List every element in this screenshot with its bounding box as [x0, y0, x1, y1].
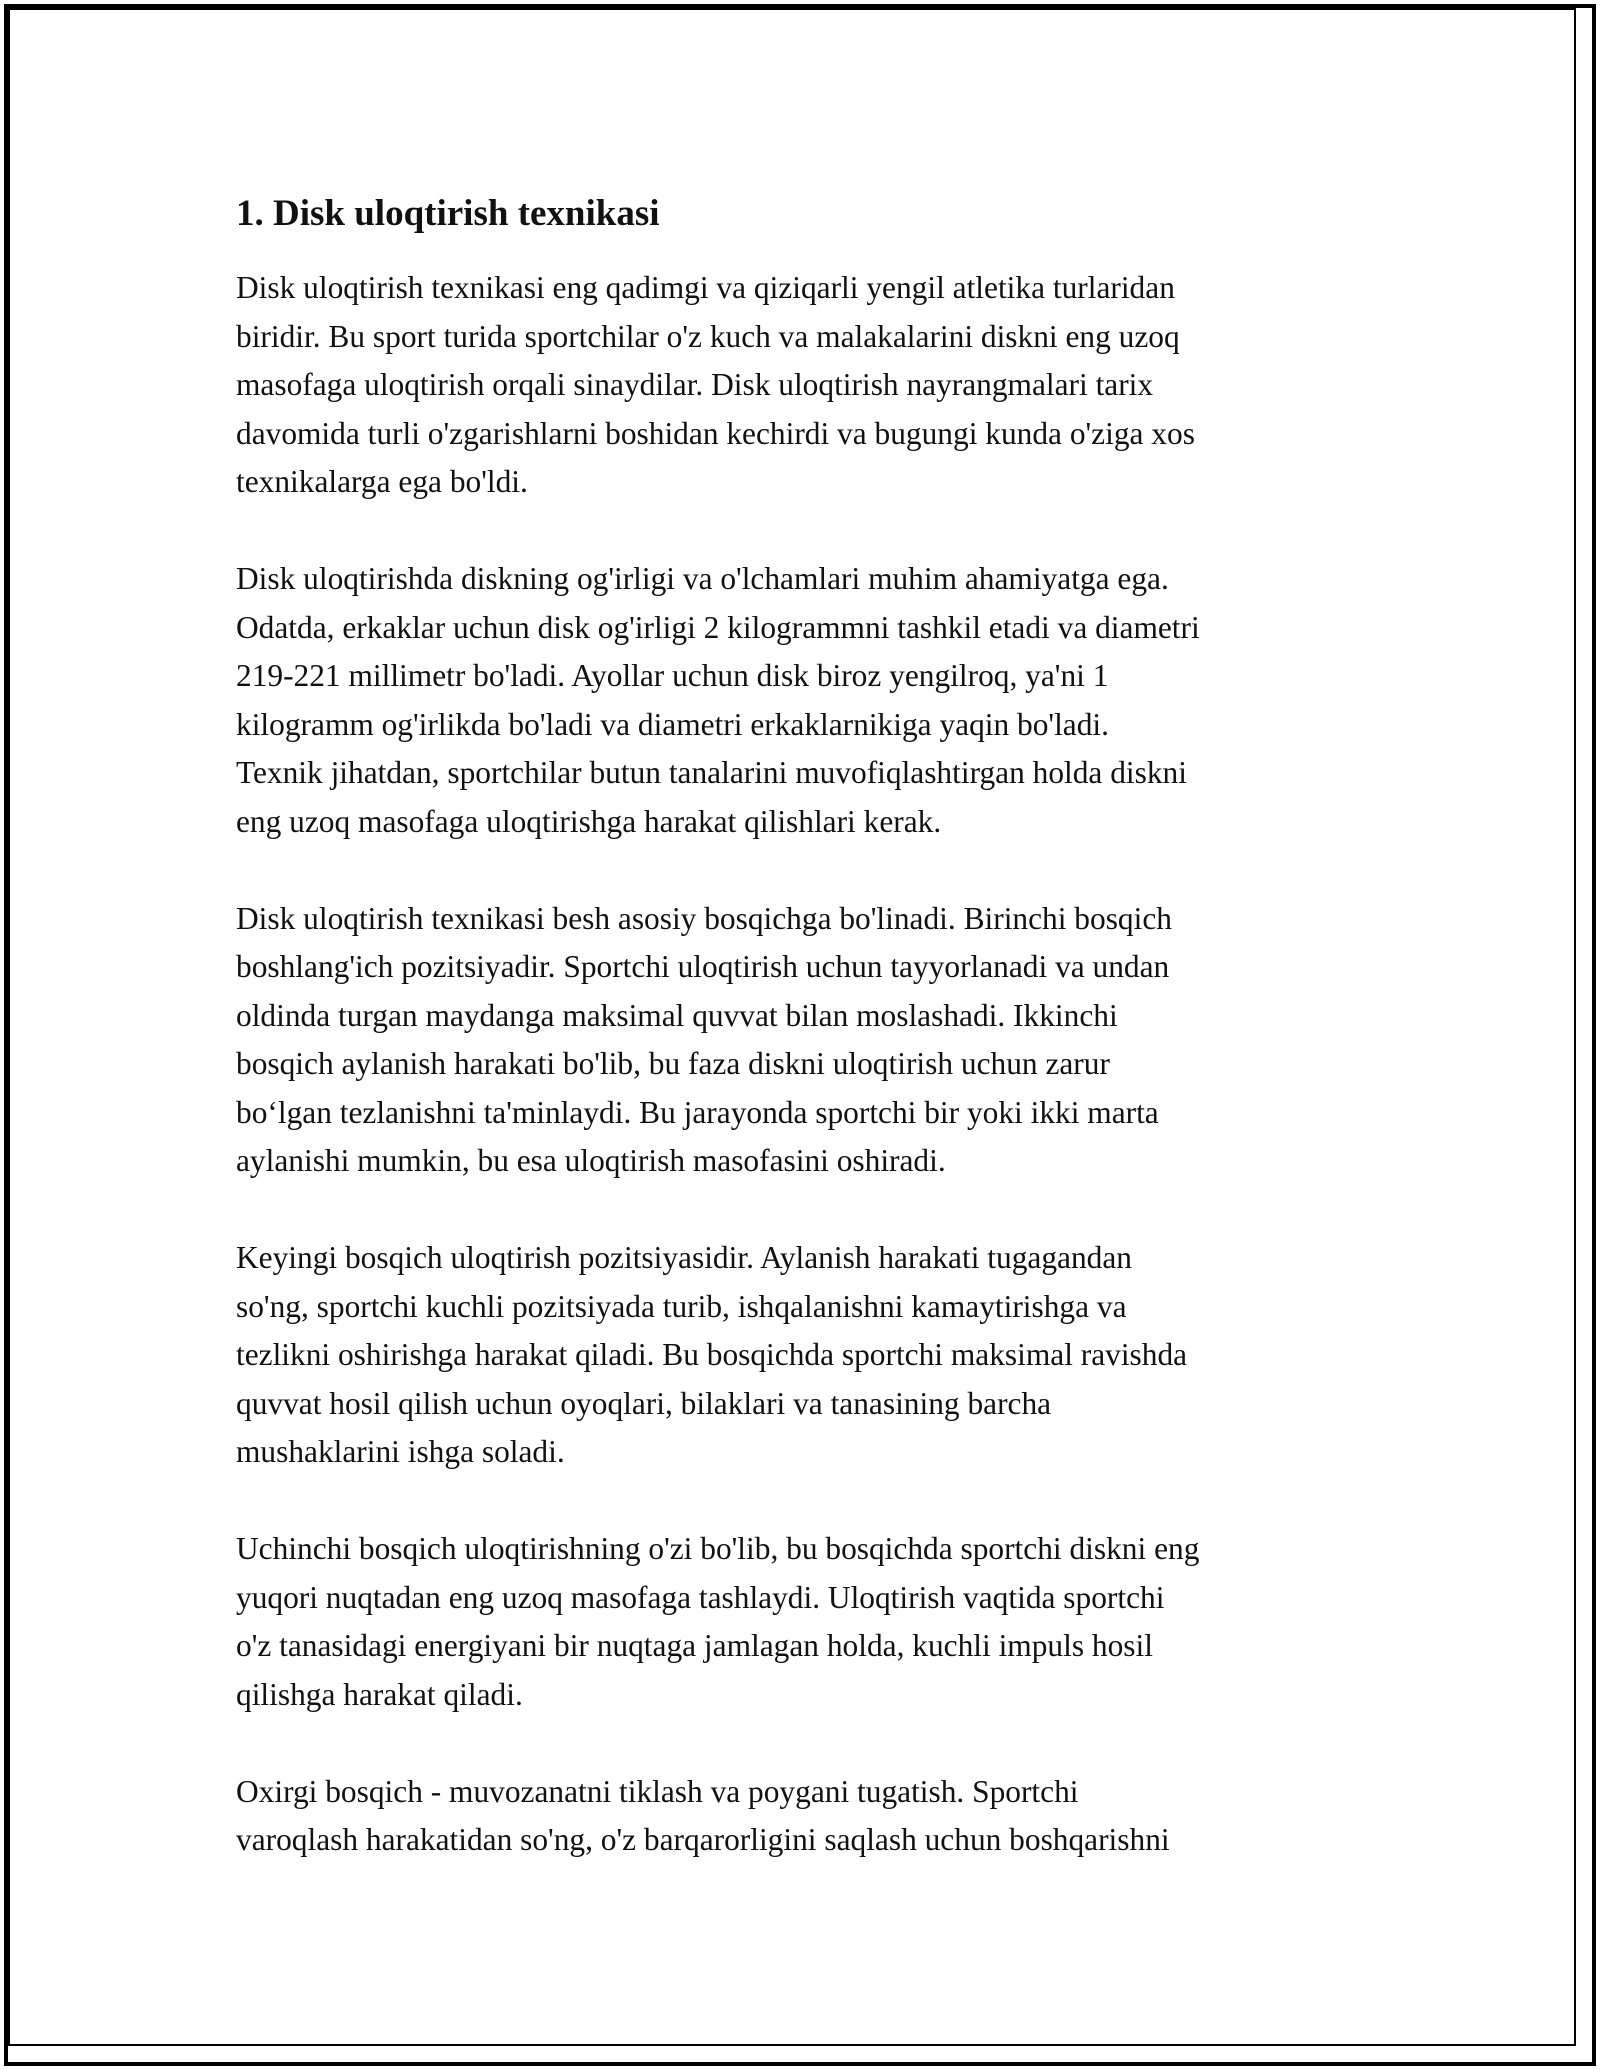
paragraph-line: qilishga harakat qiladi.	[236, 1676, 523, 1712]
paragraph-line: Oxirgi bosqich - muvozanatni tiklash va poygani tugatish. Sportchi	[236, 1773, 1079, 1809]
document-body	[236, 186, 1386, 1913]
paragraph-line: Disk uloqtirish texnikasi besh asosiy bosqichga bo'linadi. Birinchi bosqich	[236, 900, 1172, 936]
paragraph	[236, 264, 1386, 507]
paragraph-line: masofaga uloqtirish orqali sinaydilar. Disk uloqtirish nayrangmalari tarix	[236, 367, 1154, 402]
paragraph-line: Disk uloqtirishda diskning og'irligi va o'lchamlari muhim ahamiyatga ega.	[236, 561, 1169, 596]
paragraph-line: boshlang'ich pozitsiyadir. Sportchi uloqtirish uchun tayyorlanadi va undan	[236, 949, 1170, 984]
paragraph-line: tezlikni oshirishga harakat qiladi. Bu bosqichda sportchi maksimal ravishda	[236, 1337, 1188, 1372]
paragraph-line: eng uzoq masofaga uloqtirishga harakat qilishlari kerak.	[236, 803, 942, 839]
paragraph-line: varoqlash harakatidan so'ng, o'z barqarorligini saqlash uchun boshqarishni	[236, 1822, 1170, 1857]
paragraph-line: kilogramm og'irlikda bo'ladi va diametri erkaklarnikiga yaqin bo'ladi.	[236, 706, 1109, 742]
paragraph-line: aylanishi mumkin, bu esa uloqtirish masofasini oshiradi.	[236, 1143, 946, 1178]
paragraph	[236, 895, 1386, 1186]
paragraph-line: Odatda, erkaklar uchun disk og'irligi 2 kilogrammni tashkil etadi va diametri	[236, 609, 1200, 645]
paragraph-line: bo‘lgan tezlanishni ta'minlaydi. Bu jarayonda sportchi bir yoki ikki marta	[236, 1094, 1159, 1130]
paragraph-line: texnikalarga ega bo'ldi.	[236, 464, 528, 499]
paragraph-line: bosqich aylanish harakati bo'lib, bu faza diskni uloqtirish uchun zarur	[236, 1046, 1110, 1081]
paragraph-line: Texnik jihatdan, sportchilar butun tanalarini muvofiqlashtirgan holda diskni	[236, 755, 1187, 790]
paragraph-line: Uchinchi bosqich uloqtirishning o'zi bo'lib, bu bosqichda sportchi diskni eng	[236, 1531, 1200, 1566]
paragraph-line: yuqori nuqtadan eng uzoq masofaga tashlaydi. Uloqtirish vaqtida sportchi	[236, 1579, 1165, 1615]
paragraph	[236, 1768, 1386, 1865]
paragraph-line: so'ng, sportchi kuchli pozitsiyada turib, ishqalanishni kamaytirishga va	[236, 1288, 1127, 1324]
section-heading: 1. Disk uloqtirish texnikasi	[236, 193, 660, 234]
paragraph	[236, 1234, 1386, 1477]
paragraph-line: Keyingi bosqich uloqtirish pozitsiyasidir. Aylanish harakati tugagandan	[236, 1240, 1132, 1275]
paragraph	[236, 555, 1386, 846]
paragraph-line: mushaklarini ishga soladi.	[236, 1434, 565, 1469]
paragraph-container	[236, 264, 1386, 1865]
paragraph-line: Disk uloqtirish texnikasi eng qadimgi va qiziqarli yengil atletika turlaridan	[236, 270, 1175, 305]
paragraph-line: quvvat hosil qilish uchun oyoqlari, bilaklari va tanasining barcha	[236, 1385, 1052, 1421]
paragraph-line: 219-221 millimetr bo'ladi. Ayollar uchun disk biroz yengilroq, ya'ni 1	[236, 658, 1109, 693]
paragraph-line: davomida turli o'zgarishlarni boshidan kechirdi va bugungi kunda o'ziga xos	[236, 415, 1195, 451]
paragraph-line: biridir. Bu sport turida sportchilar o'z kuch va malakalarini diskni eng uzoq	[236, 318, 1180, 354]
paragraph	[236, 1525, 1386, 1719]
paragraph-line: o'z tanasidagi energiyani bir nuqtaga jamlagan holda, kuchli impuls hosil	[236, 1628, 1153, 1663]
paragraph-line: oldinda turgan maydanga maksimal quvvat bilan moslashadi. Ikkinchi	[236, 997, 1118, 1033]
